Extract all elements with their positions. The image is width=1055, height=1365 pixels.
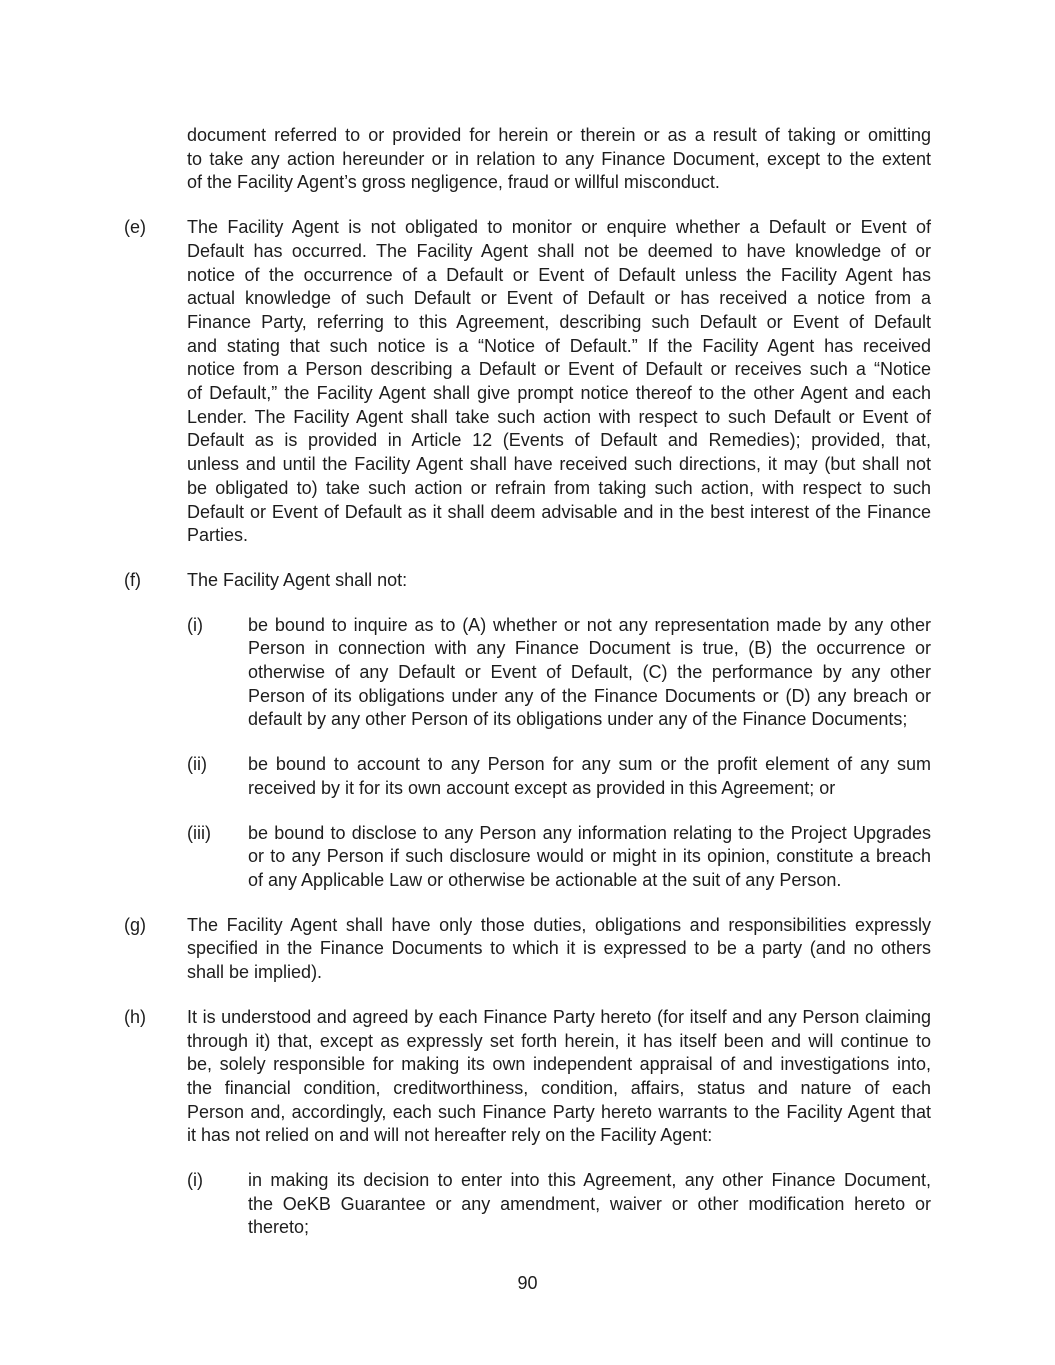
subclause-label: (ii) [187,754,207,775]
clause-h-body [124,1006,931,1148]
paragraph-line: to take any action hereunder or in relation to any Finance Document, except to the extent [187,148,931,169]
clause-label: (g) [124,914,146,935]
paragraph-line: be bound to disclose to any Person any information relating to the Project Upgrades [248,822,931,843]
paragraph-line: It is understood and agreed by each Finance Party hereto (for itself and any Person claiming [187,1006,931,1027]
paragraph-line: be bound to account to any Person for any sum or the profit element of any sum [248,754,931,775]
paragraph-line: in making its decision to enter into this Agreement, any other Finance Document, [248,1170,931,1191]
subclause-f-i [187,614,931,733]
paragraph-line: through it) that, except as expressly set forth herein, it has itself been and will continue to [187,1030,931,1051]
paragraph-line: notice of the occurrence of a Default or Event of Default unless the Facility Agent has [187,264,931,285]
paragraph-line: of the Facility Agent’s gross negligence, fraud or willful misconduct. [187,172,720,193]
continued-paragraph-body [187,124,931,195]
continued-paragraph [0,124,1055,195]
paragraph-line: unless and until the Facility Agent shall have received such directions, it may (but shall not [187,454,931,475]
clause-f-body [124,569,931,593]
paragraph-line: thereto; [248,1217,310,1238]
paragraph-line: Person of its obligations under any of the Finance Documents or (D) any breach or [248,685,931,706]
paragraph-line: Default or Event of Default as it shall deem advisable and in the best interest of the Finance [187,501,931,522]
page-number: 90 [517,1273,538,1293]
paragraph-line: actual knowledge of such Default or Event of Default or has received a notice from a [187,288,931,309]
paragraph-line: of Default,” the Facility Agent shall give prompt notice thereof to the other Agent and each [187,383,931,404]
paragraph-line: or to any Person if such disclosure would or might in its opinion, constitute a breach [248,846,931,867]
paragraph-line: The Facility Agent shall not: [187,569,408,590]
paragraph-line: document referred to or provided for herein or therein or as a result of taking or omitting [187,125,931,145]
paragraph-line: Default as is provided in Article 12 (Events of Default and Remedies); provided, that, [187,430,931,451]
subclause-f-ii [187,753,931,800]
paragraph-line: and stating that such notice is a “Notice of Default.” If the Facility Agent has received [187,335,931,356]
paragraph-line: otherwise of any Default or Event of Default, (C) the performance by any other [248,662,931,683]
clause-g [0,914,1055,985]
paragraph-line: received by it for its own account except as provided in this Agreement; or [248,777,836,798]
clause-label: (f) [124,569,141,590]
clause-f [0,569,1055,893]
paragraph-line: the financial condition, creditworthiness, condition, affairs, status and nature of each [187,1077,931,1098]
subclause-f-iii [187,822,931,893]
paragraph-line: Person in connection with any Finance Document is true, (B) the occurrence or [248,638,931,659]
clause-e [0,216,1055,548]
paragraph-line: default by any other Person of its obligations under any of the Finance Documents; [248,709,908,730]
paragraph-line: shall be implied). [187,962,323,983]
clause-label: (e) [124,217,146,238]
paragraph-line: be obligated to) take such action or refrain from taking such action, with respect to such [187,477,931,498]
paragraph-line: be bound to inquire as to (A) whether or not any representation made by any other [248,614,931,635]
paragraph-line: The Facility Agent shall have only those duties, obligations and responsibilities expressly [187,914,931,935]
clause-label: (h) [124,1006,146,1027]
paragraph-line: of any Applicable Law or otherwise be actionable at the suit of any Person. [248,869,842,890]
subclause-label: (i) [187,1170,203,1191]
paragraph-line: Default has occurred. The Facility Agent shall not be deemed to have knowledge of or [187,240,931,261]
paragraph-line: Person and, accordingly, each such Finance Party hereto warrants to the Facility Agent that [187,1101,931,1122]
clause-g-body [124,914,931,985]
paragraph-line: notice from a Person describing a Default or Event of Default or receives such a “Notice [187,359,931,380]
subclause-h-i [187,1169,931,1240]
clause-e-body [124,216,931,548]
paragraph-line: The Facility Agent is not obligated to monitor or enquire whether a Default or Event of [187,217,931,238]
clause-h [0,1006,1055,1240]
paragraph-line: the OeKB Guarantee or any amendment, waiver or other modification hereto or [248,1193,931,1214]
paragraph-line: it has not relied on and will not hereafter rely on the Facility Agent: [187,1125,713,1146]
subclause-label: (iii) [187,822,211,843]
paragraph-line: be, solely responsible for making its own independent appraisal of and investigations into, [187,1054,931,1075]
paragraph-line: Finance Party, referring to this Agreement, describing such Default or Event of Default [187,311,931,332]
paragraph-line: specified in the Finance Documents to which it is expressed to be a party (and no others [187,938,931,959]
paragraph-line: Lender. The Facility Agent shall take such action with respect to such Default or Event of [187,406,931,427]
subclause-label: (i) [187,614,203,635]
paragraph-line: Parties. [187,525,249,546]
